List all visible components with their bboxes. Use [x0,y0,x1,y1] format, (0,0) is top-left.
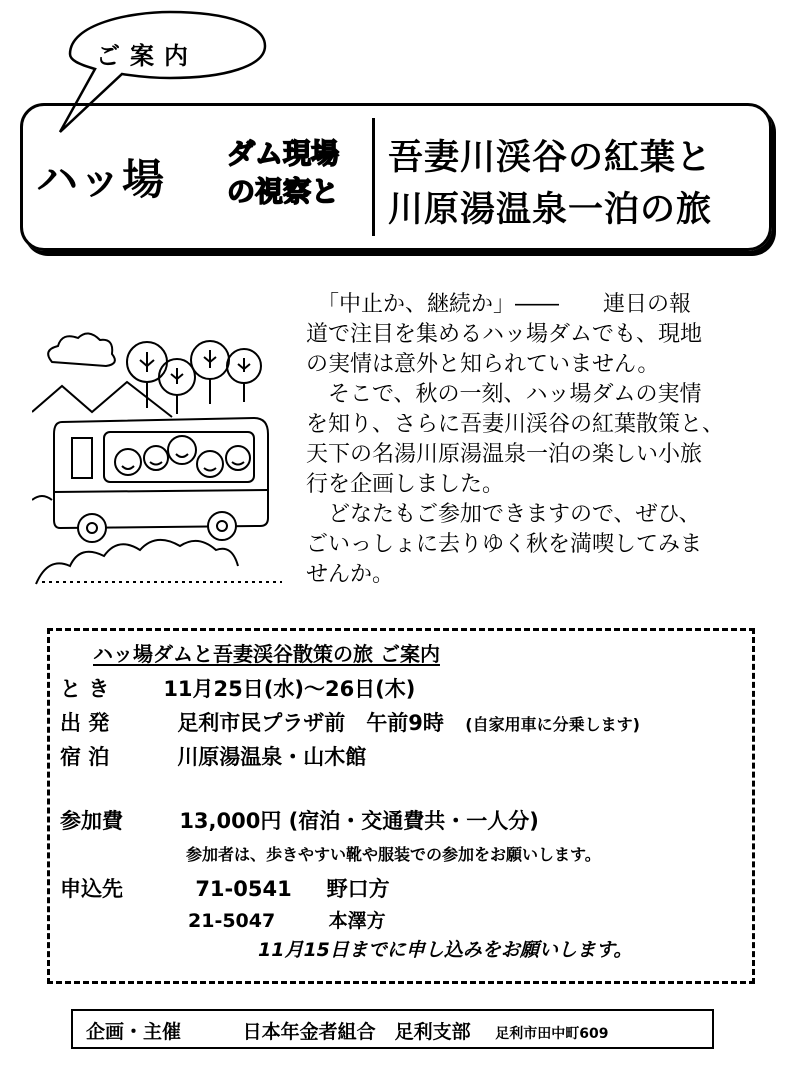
organizer-name: 日本年金者組合 足利支部 [242,1021,471,1043]
row-apply [60,873,390,903]
depart-label: 出 発 [60,711,110,735]
info-title: ハッ場ダムと吾妻渓谷散策の旅 ご案内 [93,642,440,666]
apply-label: 申込先 [60,877,123,901]
depart-value: 足利市民プラザ前 午前9時 [177,711,444,735]
organizer-address: 足利市田中町609 [495,1026,609,1042]
intro-line: せんか。 [306,562,395,587]
subtitle-line-1: ダム現場 [226,137,339,170]
bus-illustration [32,322,298,592]
row-stay [60,741,366,771]
organizer-label: 企画・主催 [86,1021,182,1043]
intro-line: の実情は意外と知られていません。 [306,352,660,377]
intro-text [306,290,776,590]
when-label: と き [60,677,110,701]
apply-tel-1: 71-0541 [195,877,292,901]
header-left-title: ハッ場 [36,155,166,204]
row-apply-2 [188,906,386,933]
deadline-text: 11月15日までに申し込みをお願いします。 [258,939,633,961]
header-subtitle [208,135,358,211]
intro-line: を知り、さらに吾妻川渓谷の紅葉散策と、 [306,412,725,437]
stay-label: 宿 泊 [60,745,110,769]
bubble-label: ご案内 [96,42,198,70]
header-divider [372,118,375,236]
depart-note: (自家用車に分乗します) [465,715,640,734]
intro-line: どなたもご参加できますので、ぜひ、 [306,502,701,527]
intro-line: 道で注目を集めるハッ場ダムでも、現地 [306,322,703,347]
row-when [60,673,415,703]
fee-value: 13,000円 (宿泊・交通費共・一人分) [179,809,539,833]
row-fee [60,805,539,835]
intro-line: 「中止か、継続か」―― 連日の報 [306,292,692,317]
apply-name-1: 野口方 [326,877,390,901]
intro-line: 行を企画しました。 [306,472,505,497]
footer-organizer [86,1017,609,1044]
row-depart [60,707,640,737]
apply-tel-2: 21-5047 [188,910,276,932]
apply-name-2: 本澤方 [328,910,386,932]
stay-value: 川原湯温泉・山木館 [177,745,367,769]
fee-note: 参加者は、歩きやすい靴や服装での参加をお願いします。 [186,845,601,864]
intro-line: ごいっしょに去りゆく秋を満喫してみま [306,532,703,557]
intro-line: そこで、秋の一刻、ハッ場ダムの実情 [306,382,702,407]
main-title [388,132,768,236]
fee-label: 参加費 [60,809,123,833]
subtitle-line-2: の視察と [226,175,339,208]
intro-line: 天下の名湯川原湯温泉一泊の楽しい小旅 [306,442,703,467]
main-title-line-1: 吾妻川渓谷の紅葉と [388,138,713,178]
when-value: 11月25日(水)～26日(木) [163,677,416,701]
main-title-line-2: 川原湯温泉一泊の旅 [388,190,713,230]
